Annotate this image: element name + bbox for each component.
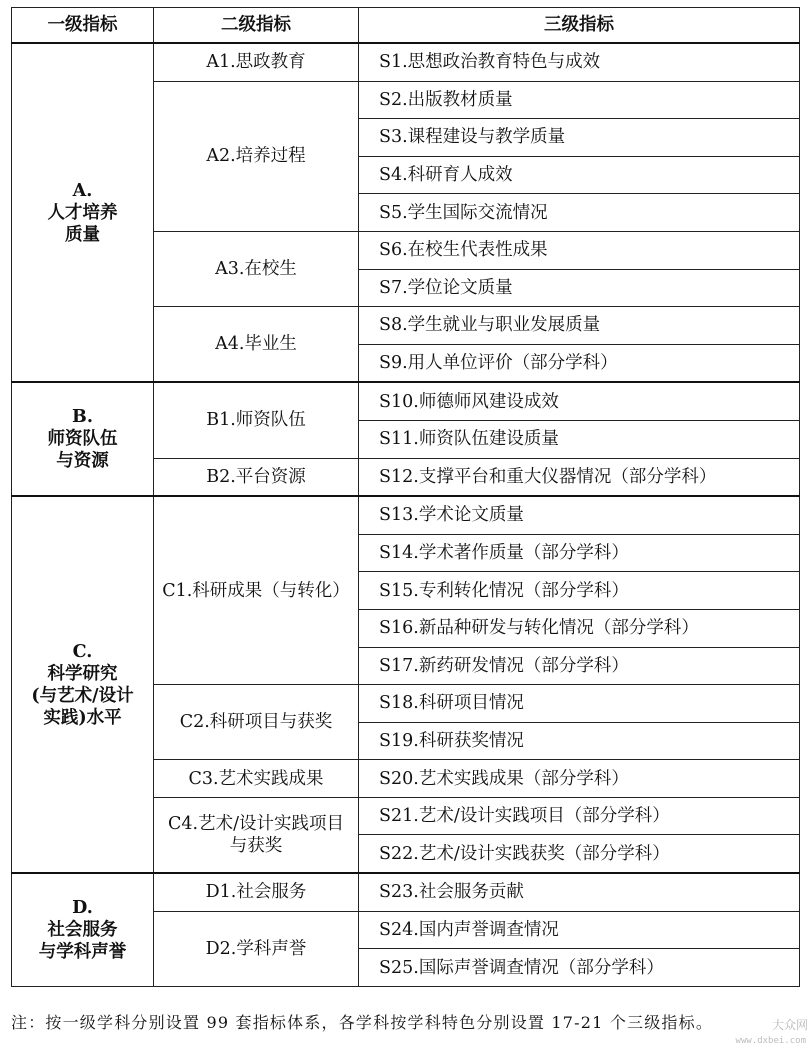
- table-row: [12, 43, 800, 81]
- level3-S25: S25.国际声誉调查情况（部分学科）: [359, 949, 800, 987]
- watermark-logo: 大众网: [771, 1018, 808, 1032]
- level3-S17: S17.新药研发情况（部分学科）: [359, 647, 800, 685]
- level3-S4: S4.科研育人成效: [359, 156, 800, 194]
- header-level2: 二级指标: [154, 8, 359, 44]
- level3-S9: S9.用人单位评价（部分学科）: [359, 344, 800, 382]
- indicator-table: [11, 7, 800, 987]
- level3-S12: S12.支撑平台和重大仪器情况（部分学科）: [359, 458, 800, 496]
- level3-S8: S8.学生就业与职业发展质量: [359, 307, 800, 345]
- level3-S23: S23.社会服务贡献: [359, 873, 800, 911]
- level2-A2: A2.培养过程: [154, 81, 359, 231]
- level1-D: D. 社会服务 与学科声誉: [12, 873, 154, 986]
- level1-A: A. 人才培养 质量: [12, 43, 154, 382]
- level3-S20: S20.艺术实践成果（部分学科）: [359, 760, 800, 798]
- level3-S18: S18.科研项目情况: [359, 685, 800, 723]
- level2-B1: B1.师资队伍: [154, 382, 359, 458]
- header-level3: 三级指标: [359, 8, 800, 44]
- level2-C4: C4.艺术/设计实践项目与获奖: [154, 797, 359, 873]
- level3-S11: S11.师资队伍建设质量: [359, 420, 800, 458]
- level3-S7: S7.学位论文质量: [359, 269, 800, 307]
- table-row: [12, 496, 800, 534]
- level1-B: B. 师资队伍 与资源: [12, 382, 154, 496]
- level2-D1: D1.社会服务: [154, 873, 359, 911]
- level3-S2: S2.出版教材质量: [359, 81, 800, 119]
- level3-S15: S15.专利转化情况（部分学科）: [359, 572, 800, 610]
- level2-C3: C3.艺术实践成果: [154, 760, 359, 798]
- footnote: 注：按一级学科分别设置 99 套指标体系，各学科按学科特色分别设置 17-21 个三级指标。: [11, 1013, 714, 1032]
- level3-S22: S22.艺术/设计实践获奖（部分学科）: [359, 835, 800, 873]
- watermark-url: www.dxbei.com: [735, 1036, 806, 1046]
- level3-S19: S19.科研获奖情况: [359, 722, 800, 760]
- level3-S3: S3.课程建设与教学质量: [359, 119, 800, 157]
- table-row: [12, 382, 800, 420]
- header-level1: 一级指标: [12, 8, 154, 44]
- level2-A1: A1.思政教育: [154, 43, 359, 81]
- level2-B2: B2.平台资源: [154, 458, 359, 496]
- level3-S10: S10.师德师风建设成效: [359, 382, 800, 420]
- level3-S6: S6.在校生代表性成果: [359, 231, 800, 269]
- level3-S1: S1.思想政治教育特色与成效: [359, 43, 800, 81]
- level3-S24: S24.国内声誉调查情况: [359, 911, 800, 949]
- level2-A4: A4.毕业生: [154, 307, 359, 383]
- table-row: [12, 873, 800, 911]
- level3-S21: S21.艺术/设计实践项目（部分学科）: [359, 797, 800, 835]
- level1-C: C. 科学研究 (与艺术/设计 实践)水平: [12, 496, 154, 873]
- level2-C1: C1.科研成果（与转化）: [154, 496, 359, 684]
- level3-S14: S14.学术著作质量（部分学科）: [359, 534, 800, 572]
- level2-D2: D2.学科声誉: [154, 911, 359, 986]
- level2-A3: A3.在校生: [154, 231, 359, 306]
- level3-S16: S16.新品种研发与转化情况（部分学科）: [359, 609, 800, 647]
- level3-S13: S13.学术论文质量: [359, 496, 800, 534]
- level2-C2: C2.科研项目与获奖: [154, 685, 359, 760]
- level3-S5: S5.学生国际交流情况: [359, 194, 800, 232]
- header-row: [12, 8, 800, 44]
